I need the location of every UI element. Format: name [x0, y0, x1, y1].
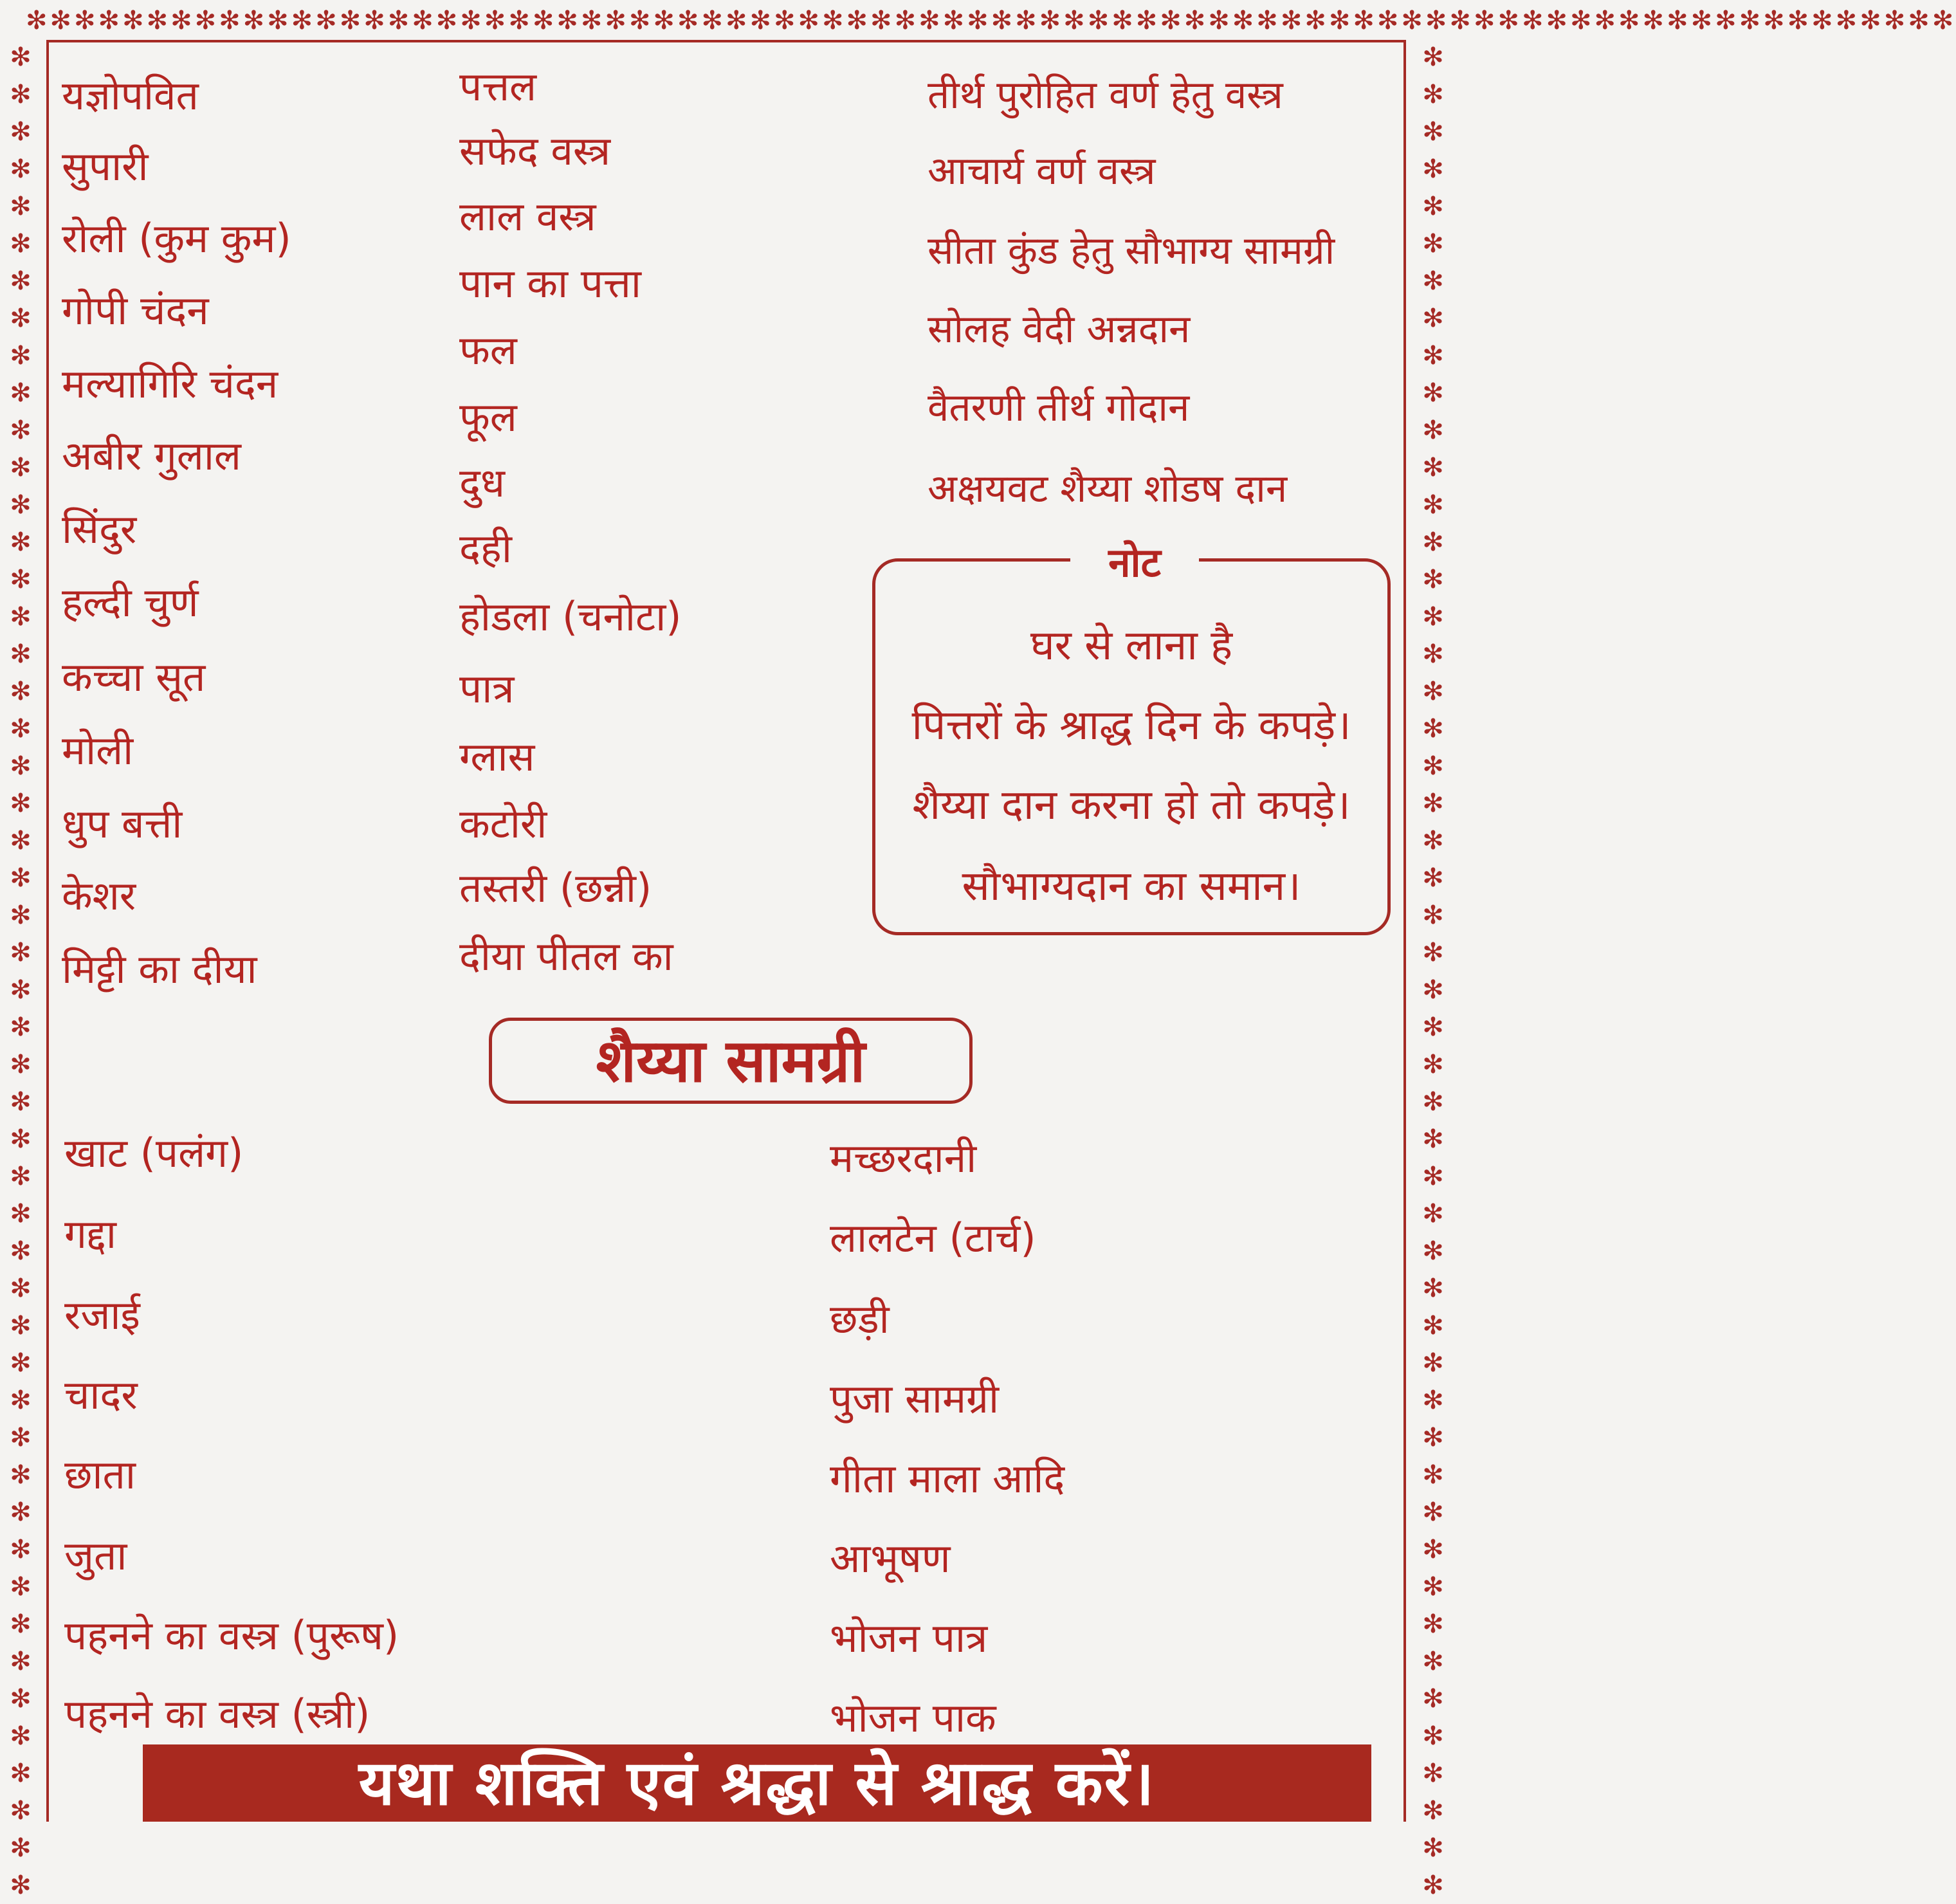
- list-item: पान का पत्ता: [459, 260, 641, 307]
- list-item: रोली (कुम कुम): [62, 215, 291, 262]
- list-item: धुप बत्ती: [62, 800, 183, 847]
- list-item: तीर्थ पुरोहित वर्ण हेतु वस्त्र: [928, 73, 1283, 118]
- border-top-flower-icons: ✻✻✻✻✻✻✻✻✻✻✻✻✻✻✻✻✻✻✻✻✻✻✻✻✻✻✻✻✻✻✻✻✻✻✻✻✻✻✻✻✻✻✻✻✻✻✻✻✻✻✻✻✻✻✻✻✻✻✻✻✻✻✻✻✻✻✻✻✻✻✻✻✻✻✻✻✻✻✻✻: [26, 6, 1956, 35]
- list-item: सोलह वेदी अन्नदान: [928, 307, 1191, 352]
- list-item: दही: [459, 525, 512, 572]
- list-item: लालटेन (टार्च): [830, 1214, 1036, 1261]
- list-item: केशर: [62, 872, 136, 919]
- border-right-flower-icons: ✻✻✻✻✻✻✻✻✻✻✻✻✻✻✻✻✻✻✻✻✻✻✻✻✻✻✻✻✻✻✻✻✻✻✻✻✻✻✻✻✻✻✻✻✻✻✻✻✻✻: [1422, 42, 1444, 1900]
- list-item: यज्ञोपवित: [62, 72, 199, 119]
- section-title-box: [489, 1018, 973, 1104]
- note-line: शैय्या दान करना हो तो कपड़े।: [912, 782, 1351, 829]
- list-item: गोपी चंदन: [62, 287, 209, 334]
- note-line: पित्तरों के श्राद्ध दिन के कपड़े।: [911, 702, 1351, 749]
- list-item: सीता कुंड हेतु सौभाग्य सामग्री: [928, 228, 1335, 273]
- list-item: फूल: [459, 394, 517, 441]
- list-item: दुध: [459, 459, 506, 506]
- list-item: कच्चा सूत: [62, 654, 206, 700]
- list-item: होडला (चनोटा): [459, 593, 682, 640]
- list-item: भोजन पाक: [830, 1694, 996, 1741]
- list-item: गीता माला आदि: [830, 1455, 1065, 1502]
- list-item: आचार्य वर्ण वस्त्र: [928, 149, 1156, 194]
- list-item: मल्यागिरि चंदन: [62, 360, 279, 407]
- list-item: सुपारी: [62, 143, 149, 190]
- list-item: सफेद वस्त्र: [459, 127, 611, 174]
- list-item: अक्षयवट शैय्या शोडष दान: [928, 466, 1288, 511]
- list-item: चादर: [64, 1371, 138, 1418]
- list-item: हल्दी चुर्ण: [62, 579, 199, 626]
- list-item: दीया पीतल का: [459, 933, 673, 980]
- list-item: मिट्टी का दीया: [62, 946, 257, 993]
- list-item: पहनने का वस्त्र (पुरूष): [64, 1612, 399, 1659]
- list-item: पात्र: [459, 665, 515, 712]
- footer-band: [143, 1744, 1371, 1822]
- border-left-flower-icons: ✻✻✻✻✻✻✻✻✻✻✻✻✻✻✻✻✻✻✻✻✻✻✻✻✻✻✻✻✻✻✻✻✻✻✻✻✻✻✻✻✻✻✻✻✻✻✻✻✻✻: [10, 42, 32, 1900]
- list-item: रजाई: [64, 1292, 140, 1339]
- list-item: पुजा सामग्री: [830, 1375, 1000, 1422]
- list-item: भोजन पात्र: [830, 1615, 988, 1661]
- footer-slogan: यथा शक्ति एवं श्रद्धा से श्राद्ध करें।: [358, 1746, 1156, 1819]
- list-item: मच्छरदानी: [830, 1135, 977, 1182]
- list-item: अबीर गुलाल: [62, 432, 241, 479]
- list-item: वैतरणी तीर्थ गोदान: [928, 385, 1190, 430]
- note-title: नोट: [1070, 540, 1199, 585]
- list-item: छड़ी: [830, 1295, 890, 1342]
- list-item: पत्तल: [459, 63, 537, 110]
- list-item: खाट (पलंग): [64, 1130, 244, 1176]
- list-item: मोली: [62, 727, 134, 774]
- list-item: छाता: [64, 1451, 136, 1498]
- list-item: ग्लास: [459, 733, 535, 780]
- list-item: फल: [459, 327, 517, 374]
- list-item: जुता: [64, 1532, 127, 1579]
- note-line: घर से लाना है: [1030, 622, 1233, 670]
- list-item: पहनने का वस्त्र (स्त्री): [64, 1690, 370, 1737]
- list-item: कटोरी: [459, 800, 547, 847]
- note-line: सौभाग्यदान का समान।: [962, 863, 1301, 910]
- list-item: आभूषण: [830, 1535, 951, 1582]
- list-item: तस्तरी (छन्नी): [459, 865, 652, 911]
- list-item: लाल वस्त्र: [459, 193, 596, 240]
- list-item: सिंदुर: [62, 506, 137, 553]
- section-title: शैय्या सामग्री: [596, 1026, 866, 1095]
- list-item: गद्दा: [64, 1211, 116, 1258]
